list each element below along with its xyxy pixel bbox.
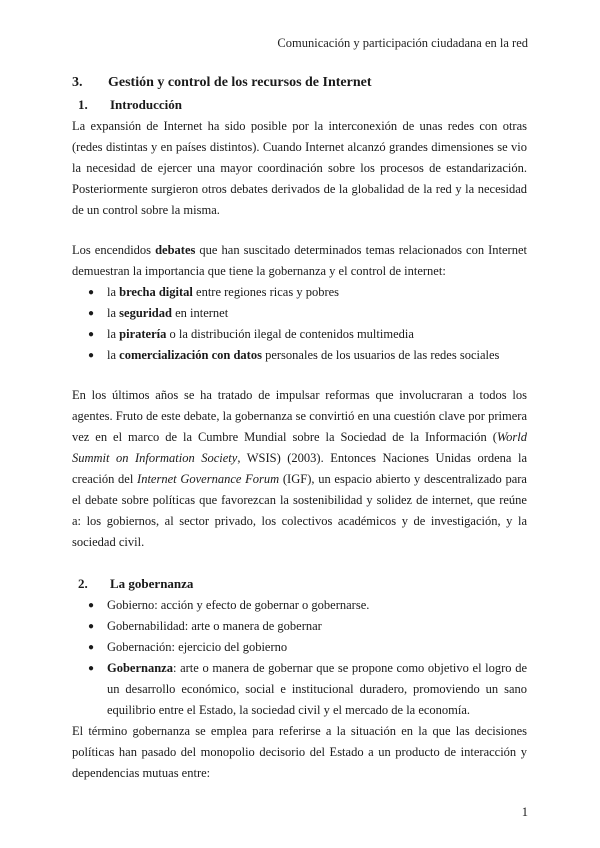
list-item: ● la brecha digital entre regiones ricas y pobres [72,282,527,303]
subsection-title: Introducción [110,97,182,112]
bullet-icon: ● [88,642,95,653]
italic-igf: Internet Governance Forum [137,472,280,486]
bullet-icon: ● [88,329,95,340]
section-title: Gestión y control de los recursos de Internet [108,75,372,90]
section-heading [72,72,527,94]
subsection-number: 1. [78,97,88,112]
list-item: ● Gobierno: acción y efecto de gobernar o gobernarse. [72,595,527,616]
list-item: ● Gobernación: ejercicio del gobierno [72,637,527,658]
gobernanza-paragraph: El término gobernanza se emplea para referirse a la situación en la que las decisiones políticas han pasado del monopolio decisorio del Estado a un producto de interacción y dependencias mutuas entre: [72,724,527,780]
list-item: ● Gobernabilidad: arte o manera de gobernar [72,616,527,637]
subsection-heading-gobernanza [72,573,527,595]
list-item: ● Gobernanza: arte o manera de gobernar que se propone como objetivo el logro de un desarrollo económico, social e institucional duradero, promoviendo un sano equilibrio entre el Estado, la sociedad civil y el mercado de la economía. [72,658,527,721]
intro-paragraph-1: La expansión de Internet ha sido posible por la interconexión de unas redes con otras (redes distintas y en países distintos). Cuando Internet alcanzó grandes dimensiones se vio la necesidad de ejercer una mayor coordinación sobre los procesos de estandarización. Posteriormente surgieron otros debates derivados de la globalidad de la red y la necesidad de un control sobre la misma. [72,119,527,217]
bullet-icon: ● [88,350,95,361]
bullet-icon: ● [88,663,95,674]
section-number: 3. [72,75,83,90]
list-item: ● la piratería o la distribución ilegal de contenidos multimedia [72,324,527,345]
definitions-list [72,595,527,721]
bullet-icon: ● [88,287,95,298]
intro-paragraph-3: En los últimos años se ha tratado de impulsar reformas que involucraran a todos los agentes. Fruto de este debate, la gobernanza se convirtió en una cuestión clave por primera vez en el marco de la Cumbre Mundial sobre la Sociedad de la Información (World Summit on Information Society, WSIS) (2003). Entonces Naciones Unidas ordena la creación del Internet Governance Forum (IGF), un espacio abierto y descentralizado para el debate sobre políticas que favorezcan la sostenibilidad y solidez de internet, que reúne a: los gobiernos, al sector privado, los colectivos académicos y de investigación, y la sociedad civil. [72,388,527,549]
subsection-number: 2. [78,576,88,591]
page-number: 1 [521,805,528,819]
list-item: ● la comercialización con datos personales de los usuarios de las redes sociales [72,345,527,366]
running-header: Comunicación y participación ciudadana en la red [277,36,528,50]
intro-paragraph-2: Los encendidos debates que han suscitado determinados temas relacionados con Internet demuestran la importancia que tiene la gobernanza y el control de internet: [72,243,527,278]
subsection-title: La gobernanza [110,576,194,591]
italic-wsis: World Summit on Information Society [72,430,527,465]
bullet-icon: ● [88,308,95,319]
document-body [72,72,527,784]
emphasis-debates: debates [155,243,196,257]
list-item: ● la seguridad en internet [72,303,527,324]
debates-list [72,282,527,366]
bullet-icon: ● [88,600,95,611]
subsection-heading-intro [72,94,527,116]
bullet-icon: ● [88,621,95,632]
